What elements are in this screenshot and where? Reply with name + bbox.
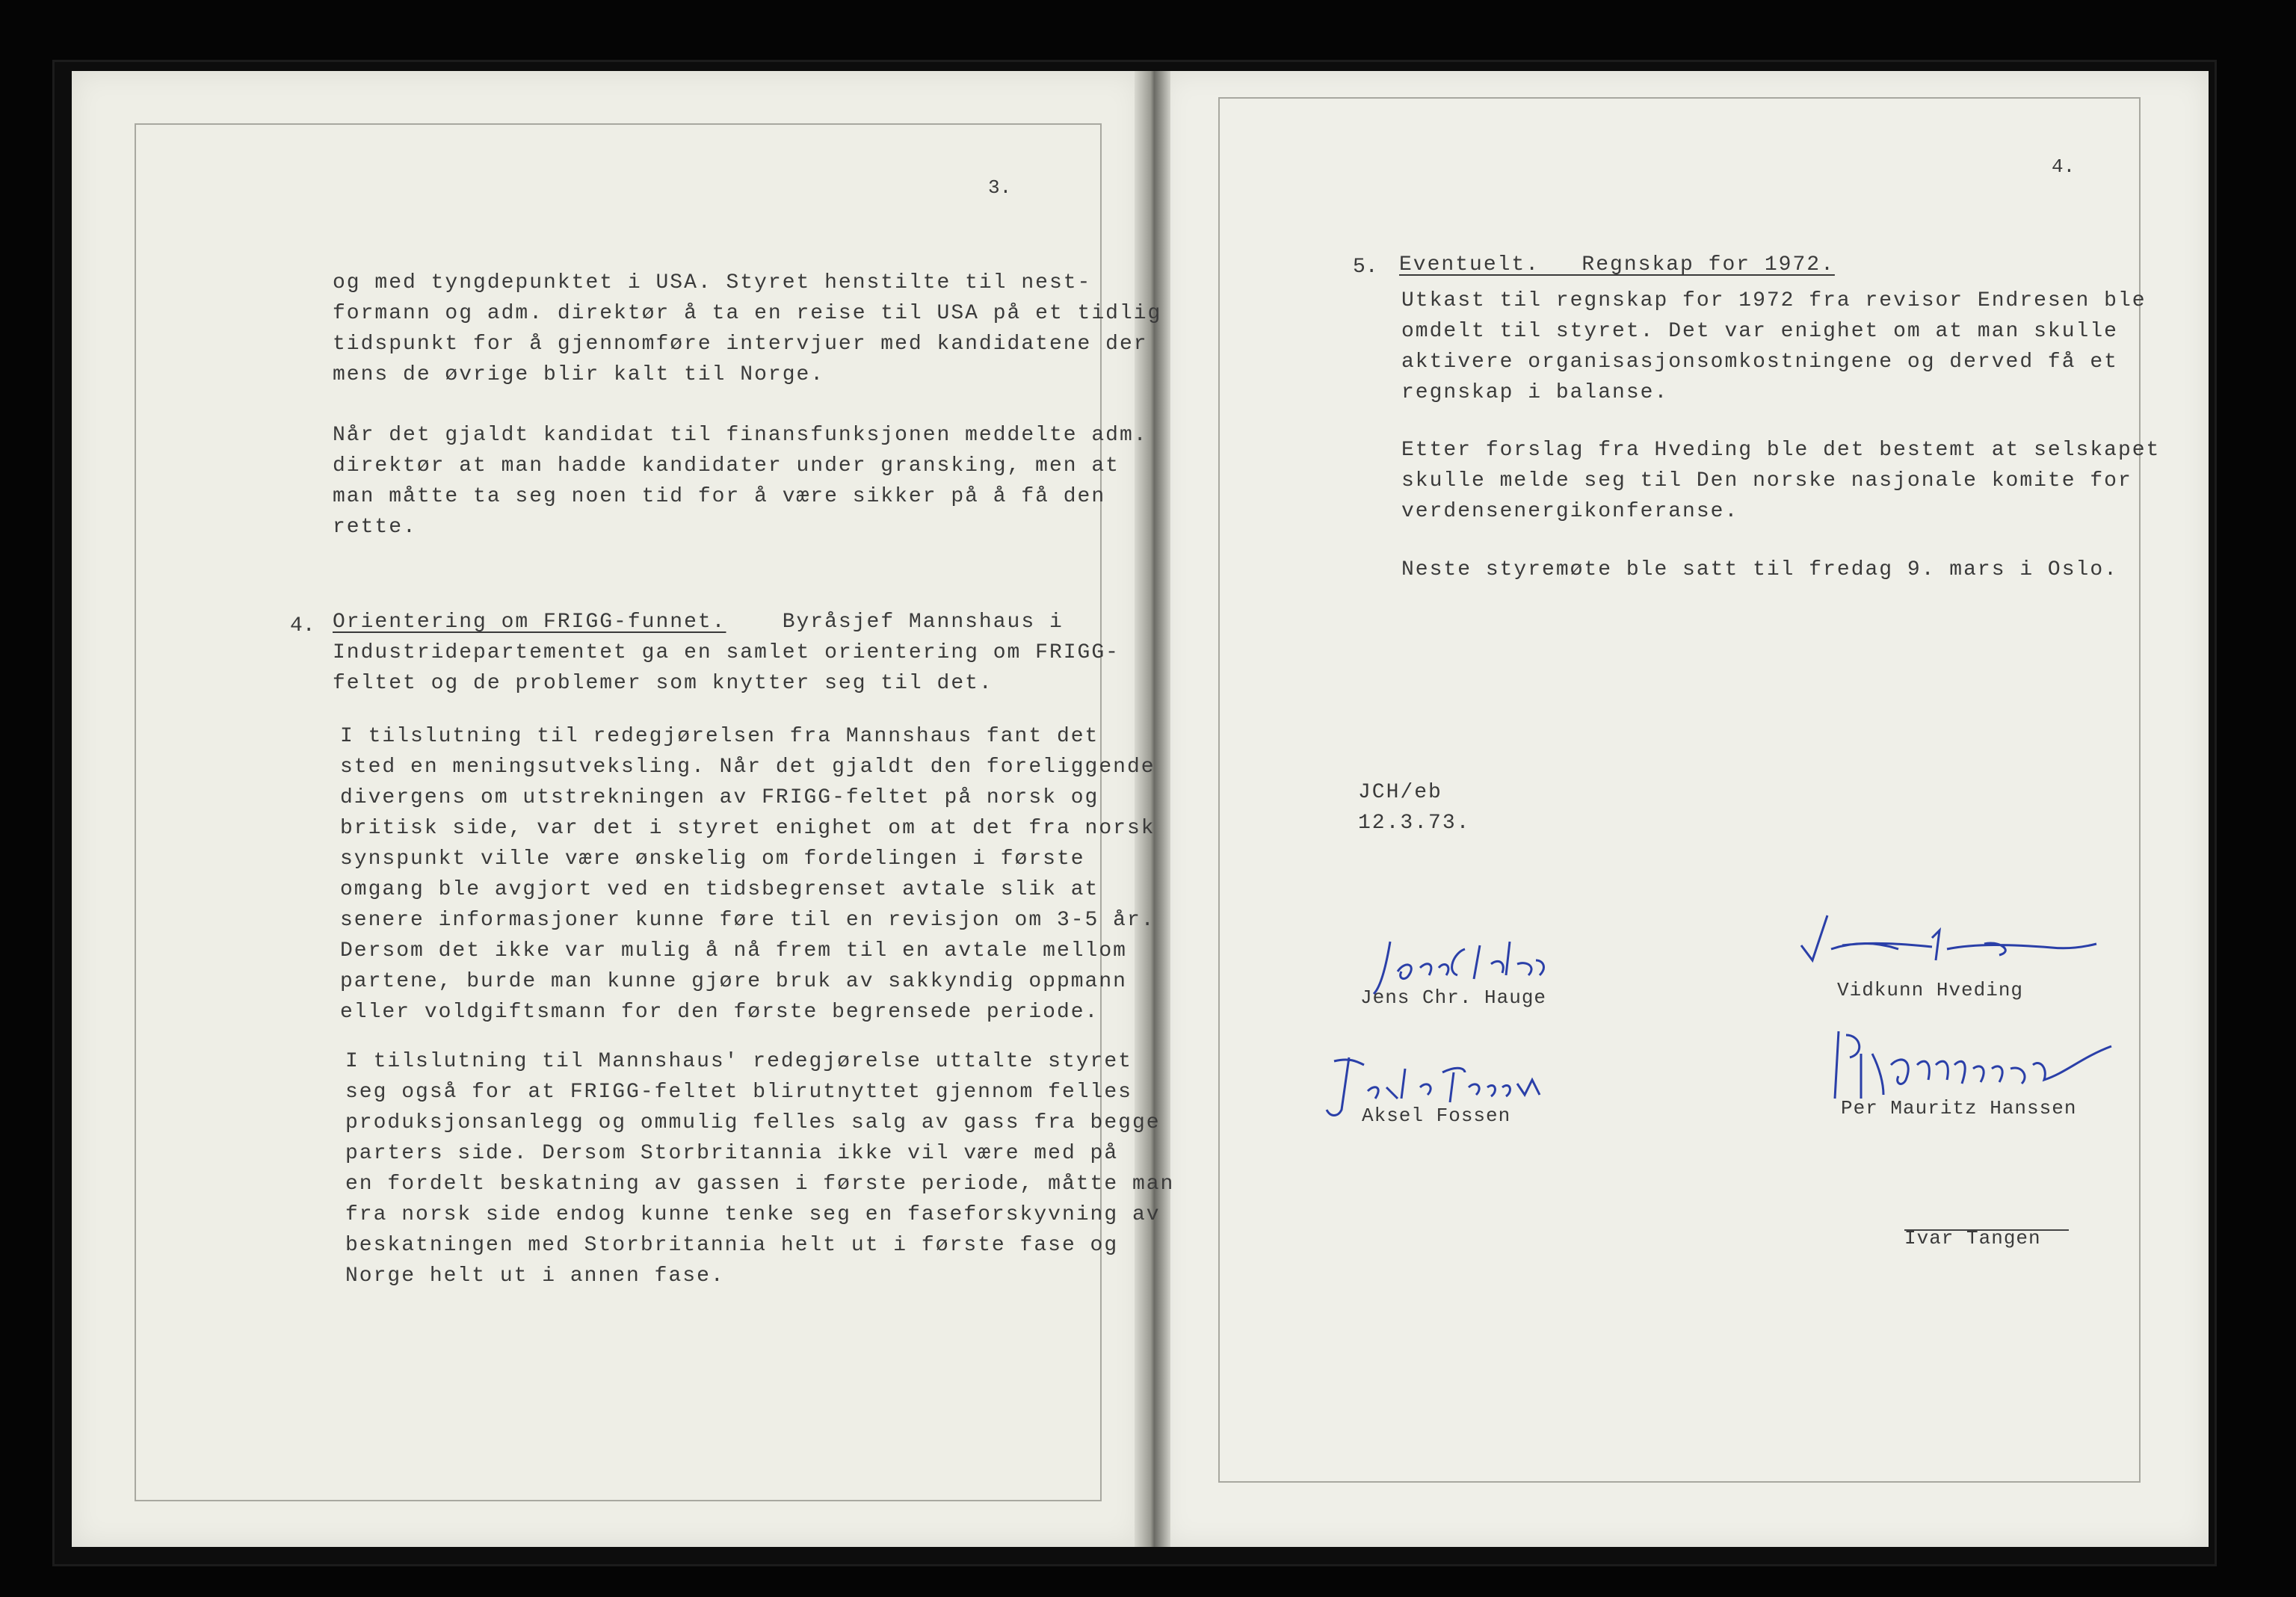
text-line: I tilslutning til Mannshaus' redegjørelse uttalte styret [345,1050,1132,1073]
text-line: direktør at man hadde kandidater under gransking, men at [333,454,1120,478]
section-5-body [1401,285,2147,408]
text-line: man måtte ta seg noen tid for å være sikker på å få den [333,485,1106,508]
text-line: fra norsk side endog kunne tenke seg en faseforskyvning av [345,1203,1161,1226]
page-number-right: 4. [2052,155,2076,178]
text-line: britisk side, var det i styret enighet om at det fra norsk [340,817,1155,840]
text-line: mens de øvrige blir kalt til Norge. [333,363,825,386]
text-line: en fordelt beskatning av gassen i første periode, måtte man [345,1173,1175,1196]
text-line: Neste styremøte ble satt til fredag 9. mars i Oslo. [1401,558,2118,581]
text-line: I tilslutning til redegjørelsen fra Mannshaus fant det [340,725,1099,748]
text-line: skulle melde seg til Den norske nasjonale komite for [1401,469,2132,492]
text-line: produksjonsanlegg og ommulig felles salg av gass fra begge [345,1111,1161,1134]
fossen-name: Aksel Fossen [1362,1105,1511,1127]
page-number-left: 3. [988,176,1012,199]
text-line: Dersom det ikke var mulig å nå frem til en avtale mellom [340,939,1127,963]
document-date: 12.3.73. [1358,812,1471,835]
text-line: omdelt til styret. Det var enighet om at man skulle [1401,320,2118,343]
text-line: rette. [333,516,417,539]
text-line: partene, burde man kunne gjøre bruk av sakkyndig oppmann [340,970,1127,993]
section-4 [333,607,1120,699]
left-paragraph-1 [333,268,1161,390]
text-line: sted en meningsutveksling. Når det gjaldt den foreliggende [340,756,1155,779]
initials-block [1358,777,1470,838]
hanssen-signature [1824,1024,2138,1106]
right-paragraph-3 [1401,555,2118,585]
hanssen-name: Per Mauritz Hanssen [1841,1097,2077,1119]
text-line: formann og adm. direktør å ta en reise til USA på et tidlig [333,302,1162,325]
text-line: Når det gjaldt kandidat til finansfunksjonen meddelte adm. [333,424,1148,447]
text-line: Norge helt ut i annen fase. [345,1264,725,1288]
text-line: divergens om utstrekningen av FRIGG-feltet på norsk og [340,786,1099,809]
text-line: beskatningen med Storbritannia helt ut i første fase og [345,1234,1119,1257]
text-line: eller voldgiftsmann for den første begrensede periode. [340,1001,1099,1024]
section-5 [1399,250,1835,280]
text-line: parters side. Dersom Storbritannia ikke vil være med på [345,1142,1119,1165]
hveding-name: Vidkunn Hveding [1837,979,2024,1001]
text-line: tidspunkt for å gjennomføre intervjuer med kandidatene der [333,333,1148,356]
right-paragraph-2 [1401,435,2160,527]
section-4-heading: Orientering om FRIGG-funnet. [333,611,726,634]
text-line: seg også for at FRIGG-feltet blirutnyttet gjennom felles [345,1081,1132,1104]
section-4-heading-line [333,607,1120,637]
section-4-number: 4. [290,614,315,637]
section-4-heading-rest: Byråsjef Mannshaus i [726,611,1064,634]
left-paragraph-2 [333,420,1148,543]
left-paragraph-4 [345,1046,1174,1291]
text-line: aktivere organisasjonsomkostningene og derved få et [1401,350,2118,374]
text-line: senere informasjoner kunne føre til en revisjon om 3-5 år. [340,909,1155,932]
hauge-name: Jens Chr. Hauge [1360,986,1547,1009]
left-paragraph-3 [340,721,1155,1028]
text-line: omgang ble avgjort ved en tidsbegrenset avtale slik at [340,878,1099,901]
tangen-name: Ivar Tangen [1904,1227,2041,1250]
text-line: verdensenergikonferanse. [1401,500,1739,523]
text-line: synspunkt ville være ønskelig om fordelingen i første [340,847,1085,871]
text-line: og med tyngdepunktet i USA. Styret henstilte til nest- [333,271,1092,294]
text-line: feltet og de problemer som knytter seg til det. [333,672,993,695]
text-line: Etter forslag fra Hveding ble det bestemt at selskapet [1401,439,2161,462]
text-line: Industridepartementet ga en samlet orientering om FRIGG- [333,641,1120,664]
text-line: regnskap i balanse. [1401,381,1669,404]
text-line: Utkast til regnskap for 1972 fra revisor Endresen ble [1401,289,2147,312]
hveding-signature [1797,908,2111,975]
section-5-number: 5. [1353,256,1378,279]
initials: JCH/eb [1358,781,1442,804]
section-5-heading: Eventuelt. Regnskap for 1972. [1399,253,1835,277]
